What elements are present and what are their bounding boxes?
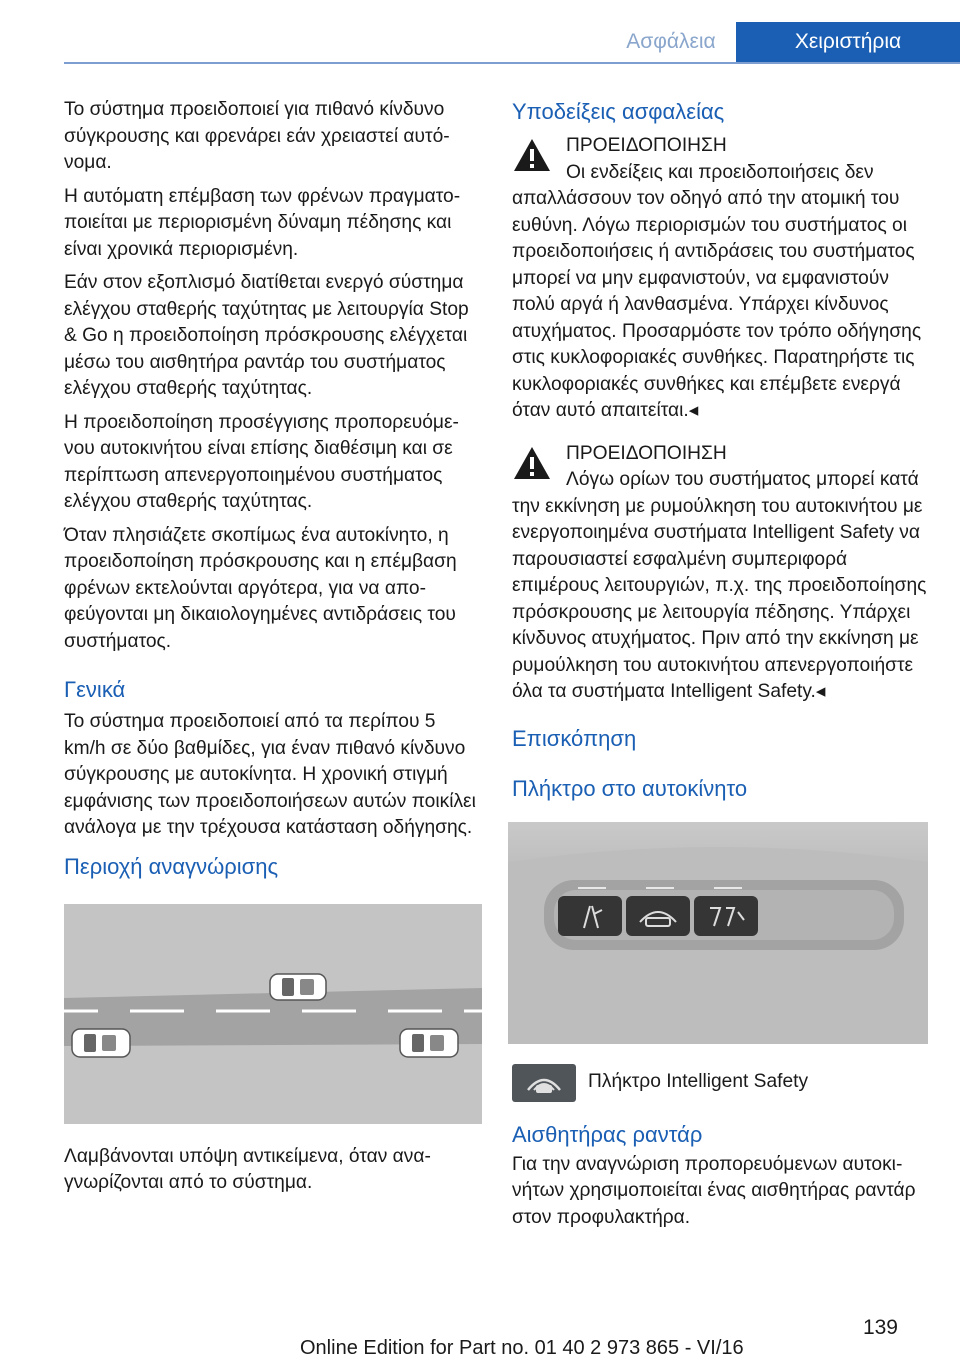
- warning-block: [512, 441, 932, 706]
- warning-label: ΠΡΟΕΙΔΟΠΟΙΗΣΗ: [566, 442, 727, 464]
- warning-block: [512, 133, 932, 425]
- own-car-icon: [72, 1029, 130, 1057]
- warning-triangle-icon: [512, 137, 552, 173]
- header-divider: [64, 62, 960, 64]
- road-diagram: [64, 904, 482, 1124]
- heading-radar-sensor: Αισθητήρας ραντάρ: [512, 1121, 703, 1147]
- header-tabs: [606, 22, 960, 62]
- detection-area-illustration: [64, 904, 482, 1124]
- paragraph: Η αυτόματη επέμβαση των φρένων πραγματοποιείται με περιορισμένη δύναμη πέδησης και είναι χρονικά περιορισμένη.: [64, 185, 461, 260]
- intelligent-safety-button-icon: [512, 1064, 576, 1102]
- paragraph: Για την αναγνώριση προπορευόμενων αυτοκινήτων χρησιμοποιείται ένας αισθητήρας ραντάρ στον προφυλακτήρα.: [512, 1153, 916, 1228]
- paragraph: Το σύστημα προειδοποιεί για πιθανό κίνδυνο σύγκρουσης και φρενάρει εάν χρειαστεί αυτόνομα.: [64, 99, 450, 173]
- heading-safety-notes: Υποδείξεις ασφαλείας: [512, 99, 725, 124]
- car-ahead-icon: [400, 1029, 458, 1057]
- paragraph: Το σύστημα προειδοποιεί από τα περίπου 5 km/h σε δύο βαθμίδες, για έναν πιθανό κίνδυνο σύγκρουσης με αυτοκίνητα. Η χρονική στιγμή εμφάνισης των προειδοποιήσεων αυτών ποικίλει ανάλογα με την τρέχουσα κατάσταση οδήγησης.: [64, 711, 476, 838]
- icon-caption: Πλήκτρο Intelligent Safety: [588, 1071, 809, 1093]
- paragraph: Η προειδοποίηση προσέγγισης προπορευόμενου αυτοκινήτου είναι επίσης διαθέσιμη και σε περίπτωση απενεργοποιημένου συστήματος ελέγχου σταθερής ταχύτητας.: [64, 411, 459, 512]
- warning-label: ΠΡΟΕΙΔΟΠΟΙΗΣΗ: [566, 135, 727, 156]
- figure-caption: Λαμβάνονται υπόψη αντικείμενα, όταν αναγνωρίζονται από το σύστημα.: [64, 1145, 431, 1193]
- heading-general: Γενικά: [64, 677, 126, 702]
- edition-footer: Online Edition for Part no. 01 40 2 973 865 - VI/16: [300, 1337, 744, 1359]
- page-number: 139: [862, 1316, 898, 1339]
- button-panel-photo: [508, 822, 928, 1044]
- paragraph: Όταν πλησιάζετε σκοπίμως ένα αυτοκίνητο, η προειδοποίηση πρόσκρουσης και η επέμβαση φρένων εκτελούνται αργότερα, για να αποφεύγονται μη δικαιολογημένες αντιδράσεις του συστήματος.: [64, 524, 457, 652]
- left-column: [64, 97, 482, 1204]
- icon-legend-row: [512, 1064, 932, 1102]
- car-ahead-icon: [270, 974, 326, 1000]
- heading-detection-area: Περιοχή αναγνώρισης: [64, 853, 279, 879]
- warning-text: Οι ενδείξεις και προειδοποιήσεις δεν απαλλάσσουν τον οδηγό από την ατομική του ευθύνη. Λόγω περιορισμών του συστήματος οι προειδοποιήσεις ή αντιδράσεις του συστήματος μπορεί να μην εμφανιστούν, να εμφανιστούν πολύ αργά ή λανθασμένα. Υπάρχει κίνδυνος ατυχήματος. Προσαρμόστε τον τρόπο οδήγησης στις κυκλοφοριακές συνθήκες. Παρατηρήστε τις κυκλοφοριακές συνθήκες και επέμβετε ενεργά όταν αυτό απαιτείται.◂: [512, 161, 922, 421]
- intelligent-safety-icon: [524, 1070, 564, 1096]
- paragraph: Εάν στον εξοπλισμό διατίθεται ενεργό σύστημα ελέγχου σταθερής ταχύτητας με λειτουργία Stop & Go η προειδοποίηση πρόσκρουσης ελέγχεται μέσω του αισθητήρα ραντάρ του συστήματος ελέγχου σταθερής ταχύτητας.: [64, 272, 469, 399]
- tab-safety[interactable]: Ασφάλεια: [606, 22, 736, 62]
- warning-triangle-icon: [512, 445, 552, 481]
- heading-button-in-car: Πλήκτρο στο αυτοκίνητο: [512, 775, 748, 801]
- right-column: [512, 97, 932, 1238]
- heading-overview: Επισκόπηση: [512, 725, 637, 751]
- button-panel-illustration: [508, 822, 928, 1044]
- tab-controls[interactable]: Χειριστήρια: [736, 22, 960, 62]
- warning-text: Λόγω ορίων του συστήματος μπορεί κατά την εκκίνηση με ρυμούλκηση του αυτοκινήτου με ενεργοποιημένα συστήματα Intelligent Safety να παρουσιαστεί εσφαλμένη συμπεριφορά επιμέρους λειτουργιών, π.χ. της προειδοποίησης πρόσκρουσης με λειτουργία πέδησης. Υπάρχει κίνδυνος ατυχήματος. Πριν από την εκκίνηση με ρυμούλκηση του αυτοκινήτου απενεργοποιήστε όλα τα συστήματα Intelligent Safety.◂: [512, 469, 927, 702]
